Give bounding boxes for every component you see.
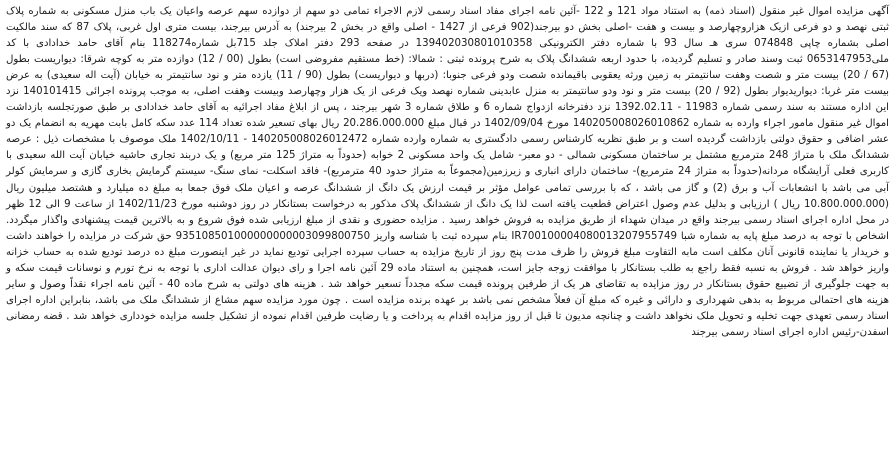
auction-notice-text: آگهی مزایده اموال غیر منقول (اسناد ذمه) به استناد مواد 121 و 122 -آئین نامه اجرای مفاد اسناد رسمی لازم الاجراء تمامی دو سهم از دوازده سهم عرصه واعیان یک باب منزل مسکونی به شماره پلاک ثبتی نهصد و دو فرعی ازیک هزاروچهارصد و بیست و هفت -اصلی بخش دو بیرجند(902 فرعی از 1427 - اصلی واقع در بخش 2 بیرجند) به آدرس بیرجند، بیست متری اول غربی، پلاک 87 که سند مالکیت اصلی بشماره چاپی 074848 سری هـ سال 93 با شماره دفتر الکترونیکی 139402030801010358 در صفحه 293 دفتر املاک جلد 715بل شماره118274 بنام آقای حامد خدادادی با کد ملی0653147953 ثبت وسند صادر و تسلیم گردیده، با حدود اربعه ششدانگ پلاک به شرح پرونده ثبتی : شمالا: (خط مستقیم مفروضی است) بطول (00 / 12) دوازده متر به کوچه شرقا: دیواریست بطول (67 / 20) بیست متر و شصت وهفت سانتیمتر به زمین ورثه یعقوبی باقیمانده شصت ودو فرعی جنوبا: (دربها و دیواریست) بطول (90 / 11) یازده متر و نود سانتیمتر به خیابان (آیت اله سعیدی) به عرض بیست متر غربا: دیواریدیوار بطول (92 / 20) بیست متر و نود ودو سانتیمتر به منزل عابدینی شماره نهصد ویک فرعی از یک هزار وچهارصد وبیست وهفت اصلی، به موجب پرونده اجرائی 140101415 نزد این اداره مستند به سند رسمی شماره 11983 - 1392.02.11 نزد دفترخانه ازدواج شماره 6 و طلاق شماره 3 شهر بیرجند ، پس از ابلاغ مفاد اجرائیه به آقای حامد خدادادی بر طبق صورتجلسه بازداشت اموال غیر منقول مامور اجراء وارده به شماره 140205008026010862 مورخ 1402/09/04 در قبال مبلغ 20.286.000.000 ریال بهای تسعیر شده تعداد 114 عدد سکه کامل بابت مهریه به انضمام یک دو عشر اضافی و حقوق دولتی بازداشت گردیده است و بر طبق نظریه کارشناس رسمی دادگستری به شماره وارده شماره 140205008026012472 - 1402/10/11 ملک موصوف با مشخصات ذیل : عرصه ششدانگ ملک با متراژ 248 مترمربع مشتمل بر ساختمان مسکونی شمالی - دو معبر- شامل یک واحد مسکونی 2 خوابه (حدوداً به متراژ 125 متر مربع) و یک دربند تجاری حاشیه خیابان آیت الله سعیدی با کاربری فعلی آرایشگاه مردانه(حدوداً به متراژ 24 مترمربع)- ساختمان دارای انباری و زیرزمین(مجموعاً به متراژ حدود 40 مترمربع)- فاقد اسکلت- نمای سنگ- سیستم گرمایش بخاری گازی و سرمایش کولر آبی می باشد با انشعابات آب و برق (2) و گاز می باشد ، که با بررسی تمامی عوامل مؤثر بر قیمت ارزش یک دانگ از ششدانگ عرصه و اعیان ملک فوق جمعا به مبلغ ده میلیارد و هشتصد میلیون ریال (10.800.000.000 ریال ) ارزیابی و بدلیل عدم وصول اعتراض قطعیت یافته است لذا یک دانگ از ششدانگ پلاک مذکور به درخواست بستانکار در روز دوشنبه مورخ 1402/11/23 از ساعت 9 الی 12 ظهر در محل اداره اجرای اسناد رسمی بیرجند واقع در میدان شهداء از طریق مزایده به فروش خواهد رسید . مزایده حضوری و نقدی از مبلغ ارزیابی شده فوق شروع و به بالاترین قیمت پیشنهادی واگذار میگردد. اشخاص با توجه به درصد مبلغ پایه به شماره شبا IR700100004080013207955749 بنام سپرده ثبت با شناسه واریز 935108501000000000003099800750 حق شرکت در مزایده را خواهند داشت و خریدار یا نماینده قانونی آنان مکلف است مابه التفاوت مبلغ فروش را ظرف مدت پنج روز از تاریخ مزایده به حساب سپرده اجرایی تودیع نماید در غیر اینصورت مبلغ ده درصد تودیع شده به حساب خزانه واریز خواهد شد . فروش به نسبه فقط راجع به طلب بستانکار با موافقت زوجه جایز است، همچنین به استناد ماده 29 آئین نامه اجرا و رای دیوان عدالت اداری با توجه به نرخ تورم و نوسانات قیمت سکه و به جهت جلوگیری از تضییع حقوق بستانکار در روز مزایده به تقاضای هر یک از طرفین پرونده قیمت سکه مجدداً تسعیر خواهد شد . هزینه های دولتی به شرح ماده 40 - آئین نامه اجراء نقداً وصول و سایر هزینه های احتمالی مربوط به بدهی شهرداری و دارائی و غیره که مبلغ آن فعلاً مشخص نمی باشد بر عهده برنده مزایده است . چون مورد مزایده سهم مشاع از ششدانگ ملک می باشد، بنابراین اداره اجرای اسناد رسمی تعهدی جهت تخلیه و تحویل ملک نخواهد داشت و چنانچه مدیون تا قبل از روز مزایده اقدام به پرداخت و یا رضایت طرفین اقدام نموده از تشکیل جلسه مزایده خودداری خواهد شد . قضه رمضانی اسفدن-رئیس اداره اجرای اسناد رسمی بیرجند bbox=[6, 6, 890, 338]
